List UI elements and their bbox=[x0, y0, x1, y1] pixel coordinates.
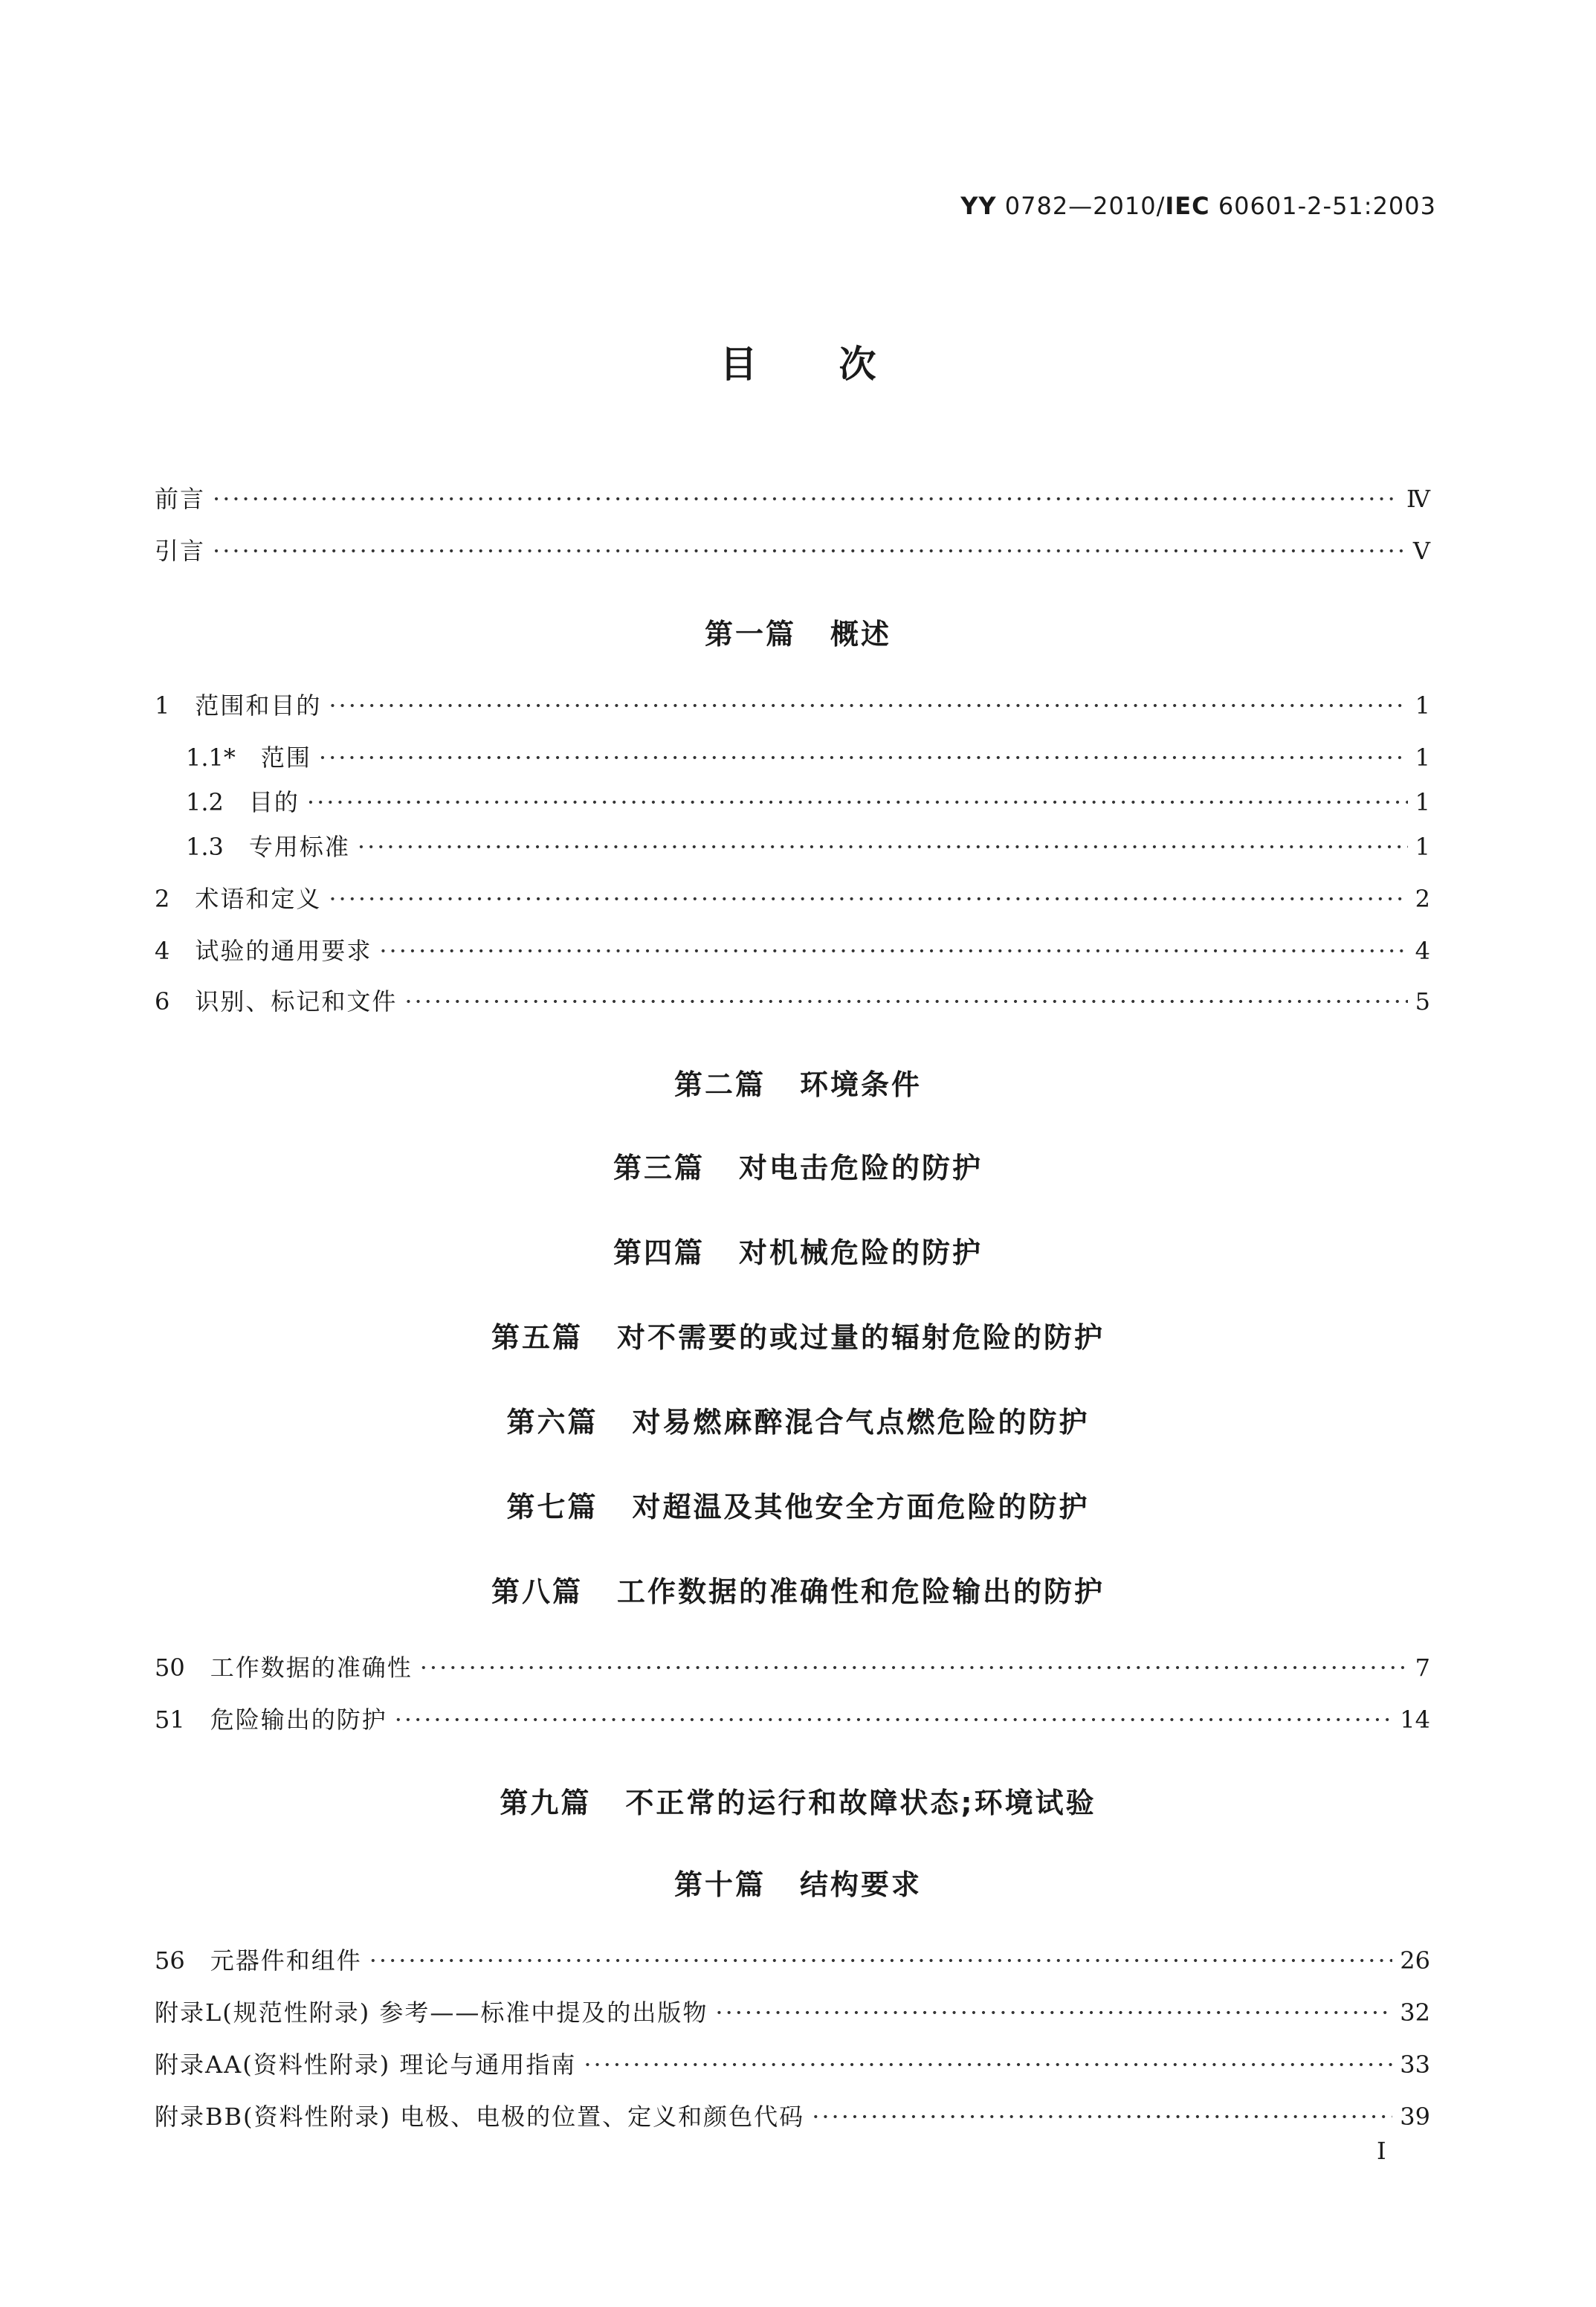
leader-dots bbox=[213, 537, 1406, 565]
entry-label: 目的 bbox=[248, 788, 300, 816]
part-heading-7[interactable] bbox=[0, 1484, 1596, 1525]
iec-number-part: 60601-2-51:2003 bbox=[1209, 192, 1436, 220]
entry-number: 4 bbox=[155, 937, 170, 965]
toc-entry[interactable] bbox=[155, 1701, 1430, 1734]
toc-entry[interactable] bbox=[155, 1649, 1430, 1682]
toc-entry[interactable] bbox=[155, 983, 1430, 1016]
leader-dots bbox=[213, 485, 1399, 513]
entry-label: 前言 bbox=[155, 485, 206, 513]
toc-entry[interactable] bbox=[155, 932, 1430, 965]
entry-page: 39 bbox=[1400, 2103, 1430, 2131]
entry-page: Ⅴ bbox=[1412, 537, 1430, 565]
toc-entry-foreword[interactable] bbox=[155, 480, 1430, 513]
part-title: 对机械危险的防护 bbox=[739, 1236, 983, 1269]
entry-number: 56 bbox=[155, 1946, 185, 1975]
part-title: 对不需要的或过量的辐射危险的防护 bbox=[617, 1321, 1105, 1354]
entry-number: 2 bbox=[155, 885, 170, 913]
part-title: 对易燃麻醉混合气点燃危险的防护 bbox=[632, 1406, 1090, 1439]
entry-number: 6 bbox=[155, 987, 170, 1016]
part-title: 对电击危险的防护 bbox=[739, 1152, 983, 1184]
entry-label: 术语和定义 bbox=[195, 885, 322, 913]
entry-label: 专用标准 bbox=[248, 833, 350, 861]
entry-page: 1 bbox=[1415, 788, 1430, 816]
entry-page: 32 bbox=[1400, 1998, 1430, 2027]
part-heading-5[interactable] bbox=[0, 1314, 1596, 1355]
entry-label: 工作数据的准确性 bbox=[210, 1653, 413, 1682]
entry-label: 引言 bbox=[155, 537, 206, 565]
leader-dots bbox=[379, 937, 1407, 965]
leader-dots bbox=[812, 2103, 1392, 2131]
part-heading-4[interactable] bbox=[0, 1230, 1596, 1271]
entry-page: Ⅳ bbox=[1406, 485, 1430, 513]
standard-number-part: 0782—2010/ bbox=[996, 192, 1166, 220]
entry-label: 附录AA(资料性附录) 理论与通用指南 bbox=[155, 2051, 577, 2079]
part-title: 对超温及其他安全方面危险的防护 bbox=[632, 1491, 1090, 1523]
part-title: 结构要求 bbox=[800, 1868, 923, 1901]
leader-dots bbox=[584, 2051, 1392, 2079]
entry-page: 2 bbox=[1415, 885, 1430, 913]
leader-dots bbox=[395, 1706, 1393, 1734]
part-number: 第七篇 bbox=[506, 1491, 598, 1523]
page-title: 目次 bbox=[720, 343, 958, 386]
toc-entry-introduction[interactable] bbox=[155, 532, 1430, 565]
toc-entry[interactable] bbox=[155, 880, 1430, 913]
part-heading-3[interactable] bbox=[0, 1145, 1596, 1186]
entry-number: 50 bbox=[155, 1653, 185, 1682]
entry-page: 4 bbox=[1415, 937, 1430, 965]
part-title: 工作数据的准确性和危险输出的防护 bbox=[617, 1575, 1105, 1608]
entry-label: 范围 bbox=[260, 743, 311, 772]
entry-label: 附录L(规范性附录) 参考——标准中提及的出版物 bbox=[155, 1998, 708, 2027]
part-heading-8[interactable] bbox=[0, 1569, 1596, 1610]
iec-prefix: IEC bbox=[1165, 192, 1210, 220]
part-title: 不正常的运行和故障状态;环境试验 bbox=[625, 1787, 1096, 1819]
part-number: 第六篇 bbox=[506, 1406, 598, 1439]
standard-prefix: YY bbox=[960, 192, 997, 220]
leader-dots bbox=[420, 1653, 1408, 1682]
toc-entry[interactable] bbox=[155, 687, 1430, 720]
entry-label: 元器件和组件 bbox=[210, 1946, 362, 1975]
entry-number: 1.1* bbox=[186, 743, 236, 772]
toc-entry[interactable] bbox=[186, 828, 1430, 861]
page-folio: I bbox=[1377, 2137, 1386, 2165]
toc-entry-annex-aa[interactable] bbox=[155, 2046, 1430, 2079]
part-number: 第九篇 bbox=[500, 1787, 592, 1819]
leader-dots bbox=[329, 885, 1407, 913]
part-heading-2[interactable] bbox=[0, 1062, 1596, 1103]
entry-label: 危险输出的防护 bbox=[210, 1706, 387, 1734]
entry-page: 7 bbox=[1415, 1653, 1430, 1682]
part-number: 第四篇 bbox=[613, 1236, 705, 1269]
part-heading-6[interactable] bbox=[0, 1399, 1596, 1440]
toc-entry[interactable] bbox=[186, 784, 1430, 816]
entry-page: 5 bbox=[1415, 987, 1430, 1016]
entry-page: 1 bbox=[1415, 833, 1430, 861]
entry-page: 1 bbox=[1415, 691, 1430, 720]
part-title: 环境条件 bbox=[800, 1068, 923, 1101]
leader-dots bbox=[319, 743, 1408, 772]
entry-page: 1 bbox=[1415, 743, 1430, 772]
part-number: 第三篇 bbox=[613, 1152, 705, 1184]
leader-dots bbox=[307, 788, 1408, 816]
entry-label: 范围和目的 bbox=[195, 691, 322, 720]
entry-page: 33 bbox=[1400, 2051, 1430, 2079]
leader-dots bbox=[715, 1998, 1392, 2027]
part-number: 第一篇 bbox=[704, 618, 796, 651]
part-heading-9[interactable] bbox=[0, 1780, 1596, 1821]
entry-label: 附录BB(资料性附录) 电极、电极的位置、定义和颜色代码 bbox=[155, 2103, 805, 2131]
leader-dots bbox=[358, 833, 1408, 861]
entry-number: 1.2 bbox=[186, 788, 224, 816]
leader-dots bbox=[404, 987, 1407, 1016]
entry-page: 14 bbox=[1400, 1706, 1430, 1734]
toc-entry[interactable] bbox=[186, 739, 1430, 772]
part-number: 第八篇 bbox=[491, 1575, 583, 1608]
standard-number bbox=[960, 192, 1436, 220]
part-number: 第十篇 bbox=[673, 1868, 766, 1901]
entry-label: 识别、标记和文件 bbox=[195, 987, 398, 1016]
entry-number: 51 bbox=[155, 1706, 185, 1734]
toc-entry-annex-bb[interactable] bbox=[155, 2098, 1430, 2131]
part-number: 第二篇 bbox=[673, 1068, 766, 1101]
part-heading-1[interactable] bbox=[0, 611, 1596, 652]
entry-number: 1 bbox=[155, 691, 170, 720]
part-title: 概述 bbox=[830, 618, 892, 651]
part-heading-10[interactable] bbox=[0, 1862, 1596, 1903]
entry-page: 26 bbox=[1400, 1946, 1430, 1975]
entry-number: 1.3 bbox=[186, 833, 224, 861]
entry-label: 试验的通用要求 bbox=[195, 937, 372, 965]
toc-entry[interactable] bbox=[155, 1942, 1430, 1975]
part-number: 第五篇 bbox=[491, 1321, 583, 1354]
leader-dots bbox=[369, 1946, 1393, 1975]
leader-dots bbox=[329, 691, 1407, 720]
toc-entry-annex-l[interactable] bbox=[155, 1994, 1430, 2027]
